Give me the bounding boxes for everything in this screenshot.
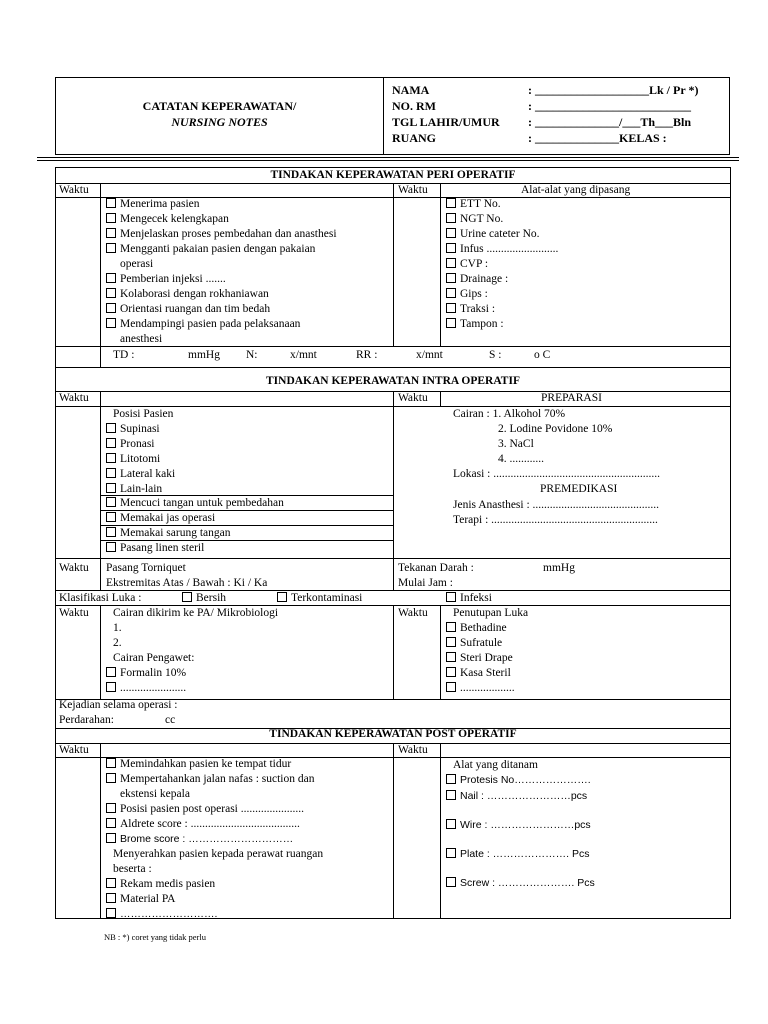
form-title: CATATAN KEPERAWATAN/ — [142, 99, 297, 113]
cairan-line: 4. ............ — [498, 453, 544, 465]
checkbox[interactable] — [446, 273, 456, 283]
checkbox[interactable] — [106, 833, 116, 843]
penutupan-item[interactable]: Bethadine — [446, 621, 507, 635]
tindakan-item[interactable]: Memakai sarung tangan — [106, 526, 231, 540]
ekstremitas-field[interactable]: Ekstremitas Atas / Bawah : Ki / Ka — [106, 577, 268, 589]
field-label-norm: NO. RM — [392, 99, 436, 113]
checkbox[interactable] — [106, 527, 116, 537]
tindakan-item[interactable]: Memakai jas operasi — [106, 511, 215, 525]
cairan-pa-1[interactable]: 1. — [113, 622, 122, 634]
checklist-item[interactable]: Pemberian injeksi ....... — [106, 272, 226, 286]
checkbox[interactable] — [106, 758, 116, 768]
posisi-item[interactable]: Supinasi — [106, 422, 160, 436]
checkbox[interactable] — [446, 303, 456, 313]
checkbox[interactable] — [446, 819, 456, 829]
divider — [37, 160, 739, 161]
checkbox[interactable] — [446, 318, 456, 328]
terapi-field[interactable]: Terapi : .......................................................... — [453, 514, 658, 526]
penutupan-item[interactable]: ................... — [446, 681, 515, 695]
alat-item[interactable]: Gips : — [446, 287, 488, 301]
checklist-item[interactable]: Mendampingi pasien pada pelaksanaan — [106, 317, 300, 331]
vital-unit: x/mnt — [416, 349, 443, 361]
post-item[interactable]: Memindahkan pasien ke tempat tidur — [106, 757, 291, 771]
vital-s: S : — [489, 349, 502, 361]
col-preparasi: PREPARASI — [541, 392, 602, 404]
klasifikasi-infeksi[interactable]: Infeksi — [446, 591, 492, 605]
checkbox[interactable] — [277, 592, 287, 602]
penutupan-item[interactable]: Steri Drape — [446, 651, 513, 665]
field-norm[interactable]: : __________________________ — [528, 99, 691, 113]
post-item[interactable]: Mempertahankan jalan nafas : suction dan — [106, 772, 314, 786]
tindakan-item[interactable]: Pasang linen steril — [106, 541, 204, 555]
col-waktu: Waktu — [398, 392, 428, 404]
alat-item[interactable]: Traksi : — [446, 302, 495, 316]
field-ruang[interactable]: : ______________KELAS : — [528, 131, 667, 145]
form-subtitle: NURSING NOTES — [171, 115, 268, 129]
checkbox[interactable] — [106, 818, 116, 828]
patient-header — [55, 77, 730, 155]
post-item[interactable]: ………………………. — [106, 907, 217, 921]
checkbox[interactable] — [106, 438, 116, 448]
cairan-line: 2. Lodine Povidone 10% — [498, 423, 613, 435]
checkbox[interactable] — [106, 512, 116, 522]
checklist-item[interactable]: Orientasi ruangan dan tim bedah — [106, 302, 270, 316]
post-item[interactable]: Posisi pasien post operasi ...................... — [106, 802, 304, 816]
mulai-jam-field[interactable]: Mulai Jam : — [398, 577, 453, 589]
section-title-post: TINDAKAN KEPERAWATAN POST OPERATIF — [269, 728, 517, 740]
tekanan-label: Tekanan Darah : — [398, 562, 474, 574]
checkbox[interactable] — [446, 637, 456, 647]
checkbox[interactable] — [446, 288, 456, 298]
section-title-intra: TINDAKAN KEPERAWATAN INTRA OPERATIF — [266, 375, 520, 387]
col-waktu: Waktu — [59, 607, 89, 619]
field-label-tgl: TGL LAHIR/UMUR — [392, 115, 500, 129]
post-item-label: beserta : — [113, 863, 152, 875]
checklist-item-cont: operasi — [120, 258, 154, 270]
checkbox[interactable] — [106, 468, 116, 478]
torniquet-label: Pasang Torniquet — [106, 562, 186, 574]
checkbox[interactable] — [446, 848, 456, 858]
checkbox[interactable] — [446, 213, 456, 223]
posisi-item[interactable]: Lateral kaki — [106, 467, 175, 481]
checkbox[interactable] — [182, 592, 192, 602]
alat-ditanam-label: Alat yang ditanam — [453, 759, 538, 771]
field-label-nama: NAMA — [392, 83, 430, 97]
col-waktu: Waktu — [398, 607, 428, 619]
posisi-item[interactable]: Pronasi — [106, 437, 155, 451]
pengawet-item[interactable]: Formalin 10% — [106, 666, 186, 680]
vital-unit: x/mnt — [290, 349, 317, 361]
col-waktu: Waktu — [398, 184, 428, 196]
checkbox[interactable] — [106, 667, 116, 677]
field-tgl[interactable]: : ______________/___Th___Bln — [528, 115, 692, 129]
checkbox[interactable] — [446, 243, 456, 253]
checkbox[interactable] — [446, 877, 456, 887]
checkbox[interactable] — [446, 667, 456, 677]
col-waktu: Waktu — [59, 392, 89, 404]
post-item[interactable]: Material PA — [106, 892, 175, 906]
checkbox[interactable] — [106, 908, 116, 918]
implant-item[interactable]: Nail : ……………………pcs — [446, 789, 587, 803]
checkbox[interactable] — [106, 288, 116, 298]
checkbox[interactable] — [446, 228, 456, 238]
checklist-item[interactable]: Menerima pasien — [106, 197, 200, 211]
cairan-line: 3. NaCl — [498, 438, 534, 450]
perdarahan-label: Perdarahan: — [59, 714, 114, 726]
checkbox[interactable] — [106, 228, 116, 238]
pengawet-item[interactable]: ....................... — [106, 681, 186, 695]
alat-item[interactable]: Infus ......................... — [446, 242, 558, 256]
klasifikasi-label: Klasifikasi Luka : — [59, 592, 142, 604]
checkbox[interactable] — [446, 198, 456, 208]
jenis-anasthesi-field[interactable]: Jenis Anasthesi : ............................................ — [453, 499, 660, 511]
vital-td: TD : — [113, 349, 135, 361]
col-alat: Alat-alat yang dipasang — [521, 184, 631, 196]
footnote: NB : *) coret yang tidak perlu — [104, 932, 206, 942]
vital-n: N: — [246, 349, 258, 361]
post-item[interactable]: Rekam medis pasien — [106, 877, 215, 891]
checkbox[interactable] — [106, 423, 116, 433]
checkbox[interactable] — [106, 682, 116, 692]
implant-item[interactable]: Screw : …………………. Pcs — [446, 876, 595, 890]
field-nama[interactable]: : ___________________Lk / Pr *) — [528, 83, 699, 97]
col-waktu: Waktu — [59, 184, 89, 196]
alat-item[interactable]: ETT No. — [446, 197, 501, 211]
lokasi-field[interactable]: Lokasi : .......................................................... — [453, 468, 660, 480]
post-item-cont: ekstensi kepala — [120, 788, 190, 800]
checklist-item[interactable]: Menjelaskan proses pembedahan dan anasthesi — [106, 227, 337, 241]
penutupan-item[interactable]: Sufratule — [446, 636, 502, 650]
posisi-header: Posisi Pasien — [113, 408, 174, 420]
perdarahan-unit: cc — [165, 714, 176, 726]
divider — [37, 157, 739, 158]
cairan-pengawet-label: Cairan Pengawet: — [113, 652, 195, 664]
vital-unit: o C — [534, 349, 551, 361]
alat-item[interactable]: Drainage : — [446, 272, 508, 286]
alat-item[interactable]: NGT No. — [446, 212, 503, 226]
checkbox[interactable] — [106, 273, 116, 283]
checkbox[interactable] — [446, 652, 456, 662]
post-item[interactable]: Aldrete score : ...................................... — [106, 817, 300, 831]
checkbox[interactable] — [446, 622, 456, 632]
penutupan-item[interactable]: Kasa Steril — [446, 666, 511, 680]
checkbox[interactable] — [446, 774, 456, 784]
checklist-item[interactable]: Mengganti pakaian pasien dengan pakaian — [106, 242, 315, 256]
checkbox[interactable] — [106, 878, 116, 888]
implant-item[interactable]: Wire : ……………………pcs — [446, 818, 591, 832]
posisi-item[interactable]: Lain-lain — [106, 482, 162, 496]
checkbox[interactable] — [446, 592, 456, 602]
checkbox[interactable] — [106, 243, 116, 253]
checkbox[interactable] — [446, 790, 456, 800]
cairan-pa-label: Cairan dikirim ke PA/ Mikrobiologi — [113, 607, 279, 619]
checkbox[interactable] — [106, 497, 116, 507]
vital-rr: RR : — [356, 349, 378, 361]
checkbox[interactable] — [106, 453, 116, 463]
checkbox[interactable] — [106, 773, 116, 783]
alat-item[interactable]: CVP : — [446, 257, 488, 271]
post-item[interactable]: Brome score : ………………………… — [106, 832, 293, 846]
col-waktu: Waktu — [59, 562, 89, 574]
posisi-item[interactable]: Litotomi — [106, 452, 160, 466]
checkbox[interactable] — [446, 682, 456, 692]
checklist-item-cont: anesthesi — [120, 333, 163, 345]
checkbox[interactable] — [106, 318, 116, 328]
checklist-item[interactable]: Kolaborasi dengan rokhaniawan — [106, 287, 269, 301]
premedikasi-header: PREMEDIKASI — [540, 483, 618, 495]
alat-item[interactable]: Urine cateter No. — [446, 227, 540, 241]
checkbox[interactable] — [106, 213, 116, 223]
post-item-label: Menyerahkan pasien kepada perawat ruangan — [113, 848, 324, 860]
vital-unit: mmHg — [188, 349, 220, 361]
checkbox[interactable] — [106, 893, 116, 903]
implant-item[interactable]: Protesis No…………………. — [446, 773, 591, 787]
alat-item[interactable]: Tampon : — [446, 317, 504, 331]
implant-item[interactable]: Plate : …………………. Pcs — [446, 847, 590, 861]
checkbox[interactable] — [446, 258, 456, 268]
section-title-peri: TINDAKAN KEPERAWATAN PERI OPERATIF — [270, 169, 516, 181]
klasifikasi-bersih[interactable]: Bersih — [182, 591, 226, 605]
cairan-pa-2[interactable]: 2. — [113, 637, 122, 649]
checkbox[interactable] — [106, 542, 116, 552]
klasifikasi-terkontaminasi[interactable]: Terkontaminasi — [277, 591, 362, 605]
nursing-form — [55, 167, 731, 919]
cairan-line: Cairan : 1. Alkohol 70% — [453, 408, 566, 420]
kejadian-field[interactable]: Kejadian selama operasi : — [59, 699, 178, 711]
penutupan-label: Penutupan Luka — [453, 607, 529, 619]
checkbox[interactable] — [106, 483, 116, 493]
tindakan-item[interactable]: Mencuci tangan untuk pembedahan — [106, 496, 284, 510]
checkbox[interactable] — [106, 198, 116, 208]
col-waktu: Waktu — [59, 744, 89, 756]
checkbox[interactable] — [106, 303, 116, 313]
tekanan-unit: mmHg — [543, 562, 575, 574]
field-label-ruang: RUANG — [392, 131, 436, 145]
checklist-item[interactable]: Mengecek kelengkapan — [106, 212, 229, 226]
col-waktu: Waktu — [398, 744, 428, 756]
checkbox[interactable] — [106, 803, 116, 813]
